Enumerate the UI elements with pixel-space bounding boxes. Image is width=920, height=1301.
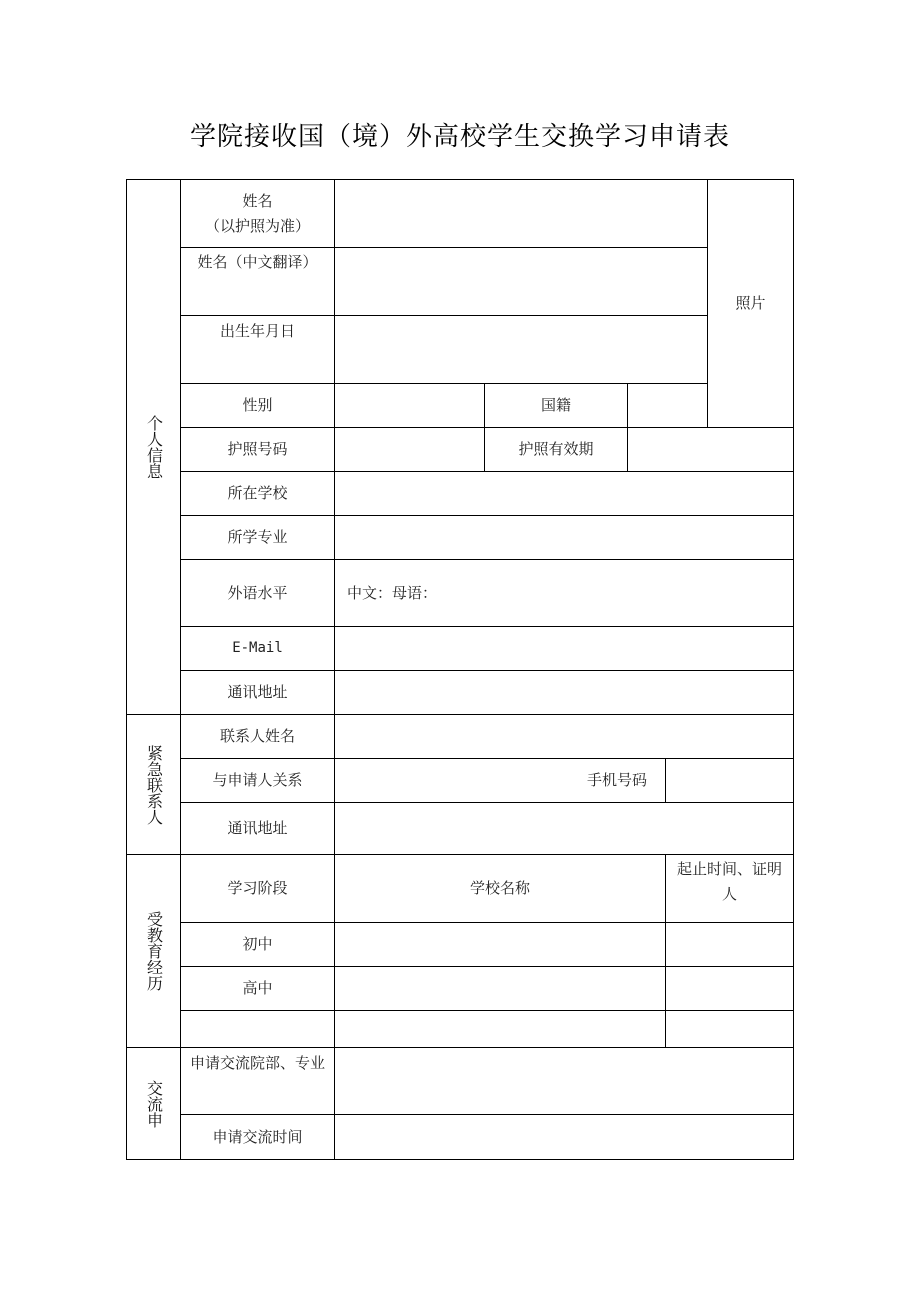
label-address-text: 通讯地址 xyxy=(227,683,288,701)
field-extra-period[interactable] xyxy=(665,1010,794,1048)
label-contact-name-text: 联系人姓名 xyxy=(219,727,295,745)
label-contact-name xyxy=(180,714,335,759)
header-period-witness xyxy=(665,854,794,923)
field-name-passport[interactable] xyxy=(334,179,708,248)
label-name-chinese xyxy=(180,247,335,316)
label-birth-date xyxy=(180,315,335,384)
field-major[interactable] xyxy=(334,515,794,560)
label-address xyxy=(180,670,335,715)
label-relation xyxy=(180,758,335,803)
field-junior-high-period[interactable] xyxy=(665,922,794,967)
label-relation-text: 与申请人关系 xyxy=(212,771,303,789)
field-senior-high-school[interactable] xyxy=(334,966,666,1011)
field-extra-school[interactable] xyxy=(334,1010,666,1048)
header-period-witness-text: 起止时间、证明人 xyxy=(676,860,782,903)
header-study-stage xyxy=(180,854,335,923)
label-gender xyxy=(180,383,335,428)
field-school[interactable] xyxy=(334,471,794,516)
field-passport-validity[interactable] xyxy=(627,427,794,472)
photo-label: 照片 xyxy=(735,294,766,312)
field-passport-number[interactable] xyxy=(334,427,485,472)
label-passport-number-text: 护照号码 xyxy=(227,440,288,458)
field-address[interactable] xyxy=(334,670,794,715)
field-email[interactable] xyxy=(334,626,794,671)
label-birth-date-text: 出生年月日 xyxy=(219,322,295,340)
section-personal-info xyxy=(126,179,181,715)
label-major-text: 所学专业 xyxy=(227,528,288,546)
label-stage-junior-high-text: 初中 xyxy=(242,935,273,953)
label-name-passport-line2: （以护照为准） xyxy=(204,217,310,235)
field-gender[interactable] xyxy=(334,383,485,428)
form-title: 学院接收国（境）外高校学生交换学习申请表 xyxy=(189,122,730,152)
label-exchange-time xyxy=(180,1114,335,1160)
label-nationality-text: 国籍 xyxy=(540,396,571,414)
label-exchange-time-text: 申请交流时间 xyxy=(212,1127,303,1146)
field-relation[interactable] xyxy=(334,758,666,803)
header-study-stage-text: 学习阶段 xyxy=(227,879,288,897)
label-name-chinese-text: 姓名（中文翻译） xyxy=(197,253,318,271)
field-language-level[interactable] xyxy=(334,559,794,627)
label-stage-senior-high-text: 高中 xyxy=(242,979,273,997)
section-education xyxy=(126,854,181,1048)
label-major xyxy=(180,515,335,560)
field-senior-high-period[interactable] xyxy=(665,966,794,1011)
field-phone[interactable] xyxy=(665,758,794,803)
section-emergency-contact xyxy=(126,714,181,855)
label-language-level xyxy=(180,559,335,627)
field-birth-date[interactable] xyxy=(334,315,708,384)
field-junior-high-school[interactable] xyxy=(334,922,666,967)
field-contact-name[interactable] xyxy=(334,714,794,759)
label-school xyxy=(180,471,335,516)
label-nationality xyxy=(484,383,628,428)
field-exchange-time[interactable] xyxy=(334,1114,794,1160)
label-school-text: 所在学校 xyxy=(227,484,288,502)
label-exchange-department-text: 申请交流院部、专业 xyxy=(189,1054,325,1072)
header-school-name xyxy=(334,854,666,923)
section-emergency-label: 紧急联系人 xyxy=(144,744,164,825)
section-education-label: 受教育经历 xyxy=(144,911,164,991)
language-level-value: 中文：母语： xyxy=(347,583,438,602)
label-contact-address-text: 通讯地址 xyxy=(227,819,288,837)
label-passport-validity-text: 护照有效期 xyxy=(518,440,594,458)
field-name-chinese[interactable] xyxy=(334,247,708,316)
label-stage-senior-high xyxy=(180,966,335,1011)
label-language-level-text: 外语水平 xyxy=(227,583,288,602)
label-exchange-department xyxy=(180,1047,335,1115)
label-contact-address xyxy=(180,802,335,855)
section-personal-label: 个人信息 xyxy=(144,415,164,479)
photo-box[interactable] xyxy=(707,179,794,428)
label-passport-number xyxy=(180,427,335,472)
field-nationality[interactable] xyxy=(627,383,708,428)
field-extra-stage[interactable] xyxy=(180,1010,335,1048)
label-email xyxy=(180,626,335,671)
label-name-passport-text xyxy=(205,189,310,239)
section-exchange-label: 交流申 xyxy=(144,1079,164,1128)
label-email-text: E-Mail xyxy=(232,640,283,656)
label-name-passport-line1: 姓名 xyxy=(242,192,273,210)
label-name-passport xyxy=(180,179,335,248)
label-stage-junior-high xyxy=(180,922,335,967)
label-phone-text: 手机号码 xyxy=(586,771,647,789)
field-contact-address[interactable] xyxy=(334,802,794,855)
section-exchange xyxy=(126,1047,181,1160)
field-exchange-department[interactable] xyxy=(334,1047,794,1115)
header-school-name-text: 学校名称 xyxy=(469,879,530,897)
label-gender-text: 性别 xyxy=(242,396,273,414)
label-passport-validity xyxy=(484,427,628,472)
